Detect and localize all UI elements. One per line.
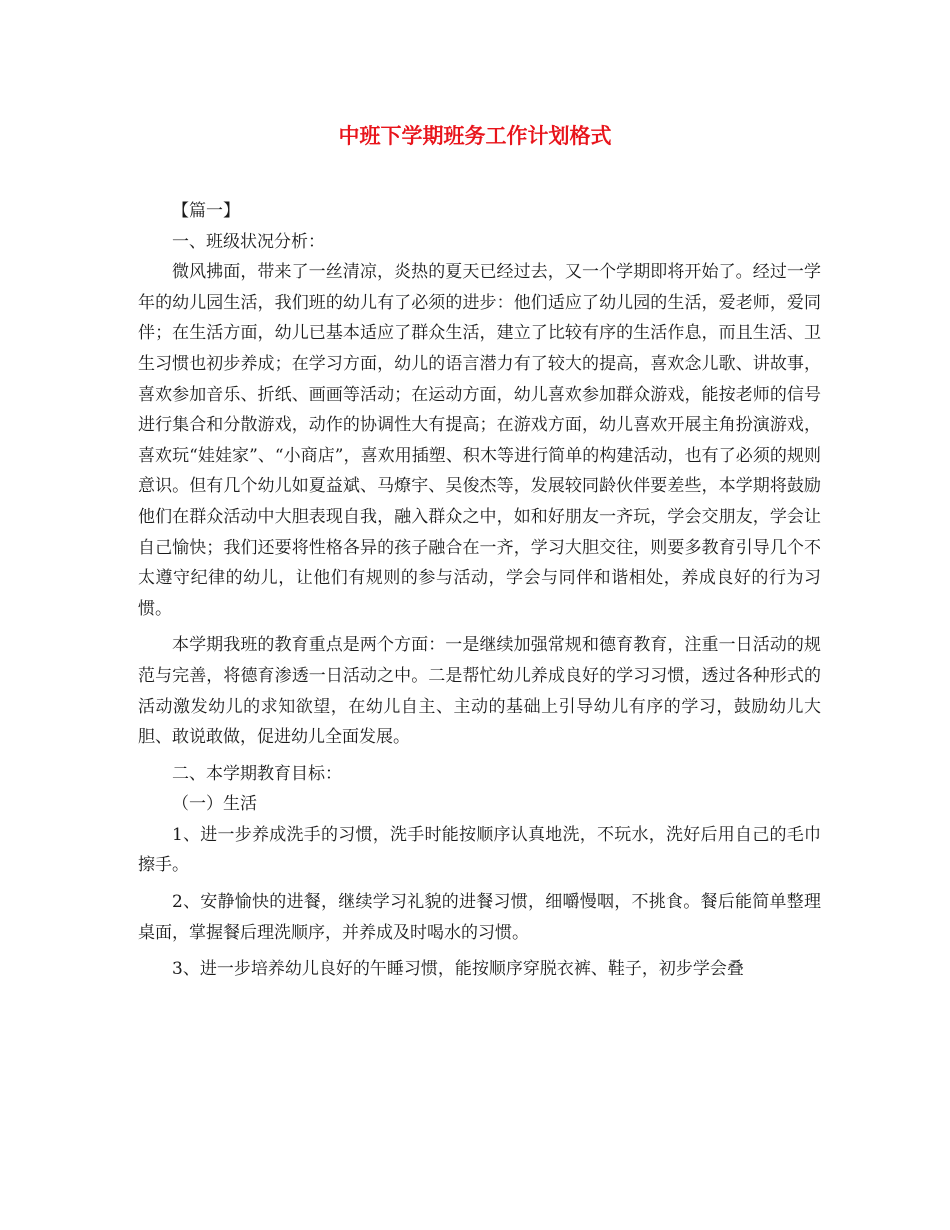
paragraph-class-analysis: 微风拂面，带来了一丝清凉，炎热的夏天已经过去，又一个学期即将开始了。经过一学年的幼儿园生活，我们班的幼儿有了必须的进步：他们适应了幼儿园的生活，爱老师，爱同伴；在生活方面，幼儿已基本适应了群众生活，建立了比较有序的生活作息，而且生活、卫生习惯也初步养成；在学习方面，幼儿的语言潜力有了较大的提高，喜欢念儿歌、讲故事，喜欢参加音乐、折纸、画画等活动；在运动方面，幼儿喜欢参加群众游戏，能按老师的信号进行集合和分散游戏，动作的协调性大有提高；在游戏方面，幼儿喜欢开展主角扮演游戏，喜欢玩“娃娃家”、“小商店”，喜欢用插塑、积木等进行简单的构建活动，也有了必须的规则意识。但有几个幼儿如夏益斌、马燎宇、吴俊杰等，发展较同龄伙伴要差些，本学期将鼓励他们在群众活动中大胆表现自我，融入群众之中，如和好朋友一齐玩，学会交朋友，学会让自己愉快；我们还要将性格各异的孩子融合在一齐，学习大胆交往，则要多教育引导几个不太遵守纪律的幼儿，让他们有规则的参与活动，学会与同伴和谐相处，养成良好的行为习惯。 (138, 262, 821, 619)
section-heading-class-analysis: 一、班级状况分析： (172, 231, 325, 252)
document-body (138, 196, 821, 985)
section-marker: 【篇一】 (172, 201, 240, 221)
document-title: 中班下学期班务工作计划格式 (338, 124, 612, 148)
list-item-handwashing: 1、进一步养成洗手的习惯，洗手时能按顺序认真地洗，不玩水，洗好后用自己的毛巾擦手。 (138, 824, 821, 876)
subsection-heading-life: （一）生活 (172, 794, 257, 815)
list-item-nap: 3、进一步培养幼儿良好的午睡习惯，能按顺序穿脱衣裤、鞋子，初步学会叠 (172, 959, 744, 980)
list-item-eating: 2、安静愉快的进餐，继续学习礼貌的进餐习惯，细嚼慢咽，不挑食。餐后能简单整理桌面，掌握餐后理洗顺序，并养成及时喝水的习惯。 (138, 892, 821, 943)
section-heading-education-goals: 二、本学期教育目标： (172, 763, 342, 784)
paragraph-education-focus: 本学期我班的教育重点是两个方面：一是继续加强常规和德育教育，注重一日活动的规范与完善，将德育渗透一日活动之中。二是帮忙幼儿养成良好的学习习惯，透过各种形式的活动激发幼儿的求知欲望，在幼儿自主、主动的基础上引导幼儿有序的学习，鼓励幼儿大胆、敢说敢做，促进幼儿全面发展。 (138, 635, 821, 748)
